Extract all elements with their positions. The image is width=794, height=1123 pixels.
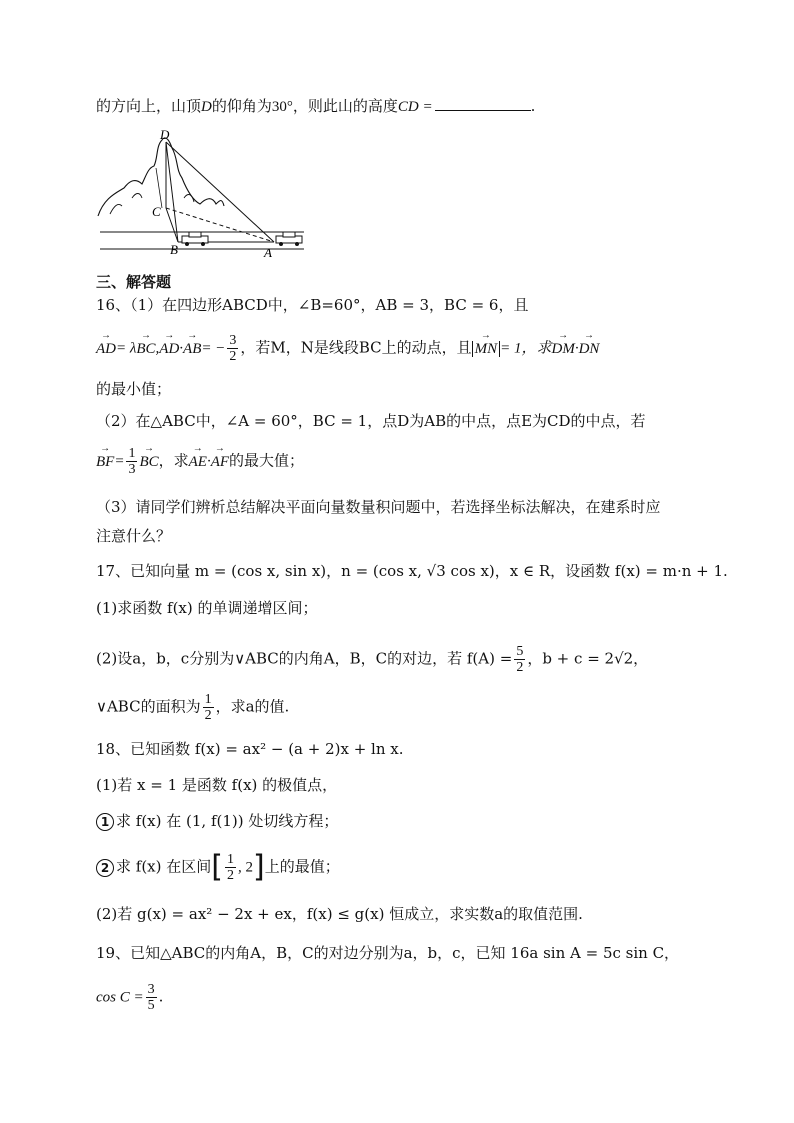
q16-line2: → AD= λ→ BC,→ AD·→ AB= − $\frac{3}{2}$ ，若M，N是线段BC上的动点，且→ MN = 1，求→ DM·→ DN [96,333,599,364]
fraction: $\frac{5}{2}$ [516,644,524,675]
q17-line4: ∨ABC的面积为 $\frac{1}{2}$ ，求a的值. [96,692,290,723]
q16-line5: → BF= $\frac{1}{3}$ → BC，求→ AE·→ AF的最大值； [96,446,304,477]
q18-line3: 1 求 f(x) 在 (1, f(1)) 处切线方程； [96,810,338,832]
fraction: $\frac{1}{2}$ [204,692,212,723]
q18-line5: (2)若 g(x) = ax² − 2x + ex，f(x) ≤ g(x) 恒成立，求实数a的取值范围. [96,905,583,923]
fraction: $\frac{3}{5}$ [147,982,155,1013]
car-icon [276,232,302,246]
question15-tail: 的方向上，山顶D的仰角为30°，则此山的高度CD = . [96,97,536,115]
fraction: $\frac{1}{2}$ [226,852,234,883]
label-B: B [170,242,178,257]
q16-line1: 16、（1）在四边形ABCD中，∠B=60°，AB = 3，BC = 6，且 [96,296,529,314]
fraction: $\frac{1}{3}$ [128,446,136,477]
label-D: D [160,128,170,142]
q19-line1: 19、已知△ABC的内角A，B，C的对边分别为a，b，c，已知 16a sin A = 5c sin C， [96,944,680,962]
q17-line2: (1)求函数 f(x) 的单调递增区间； [96,599,318,617]
car-icon [182,232,208,246]
q19-line2: cos C = $\frac{3}{5}$ . [96,982,164,1013]
mountain-figure [96,128,308,258]
label-A: A [264,245,272,258]
circled-number: 2 [96,859,114,877]
q17-line1: 17、已知向量 m = (cos x, sin x)，n = (cos x, √3 cos x)，x ∈ R，设函数 f(x) = m·n + 1. [96,562,728,580]
circled-number: 1 [96,813,114,831]
q16-line6: （3）请同学们辨析总结解决平面向量数量积问题中，若选择坐标法解决，在建系时应 [96,498,661,516]
fraction: $\frac{3}{2}$ [229,333,237,364]
label-C: C [152,204,161,219]
q16-line4: （2）在△ABC中，∠A = 60°，BC = 1，点D为AB的中点，点E为CD的中点，若 [96,412,646,430]
section-heading: 三、解答题 [96,273,172,291]
q18-line2: (1)若 x = 1 是函数 f(x) 的极值点， [96,776,338,794]
q18-line4: 2 求 f(x) 在区间[ $\frac{1}{2}$ , 2]上的最值； [96,852,340,883]
q17-line3: (2)设a，b，c分别为∨ABC的内角A，B，C的对边，若 f(A) = $\frac{5}{2}$ ，b + c = 2√2， [96,644,649,675]
q16-line3: 的最小值； [96,380,172,398]
q18-line1: 18、已知函数 f(x) = ax² − (a + 2)x + ln x. [96,740,404,758]
answer-blank[interactable] [435,96,531,111]
q16-line7: 注意什么？ [96,527,172,545]
